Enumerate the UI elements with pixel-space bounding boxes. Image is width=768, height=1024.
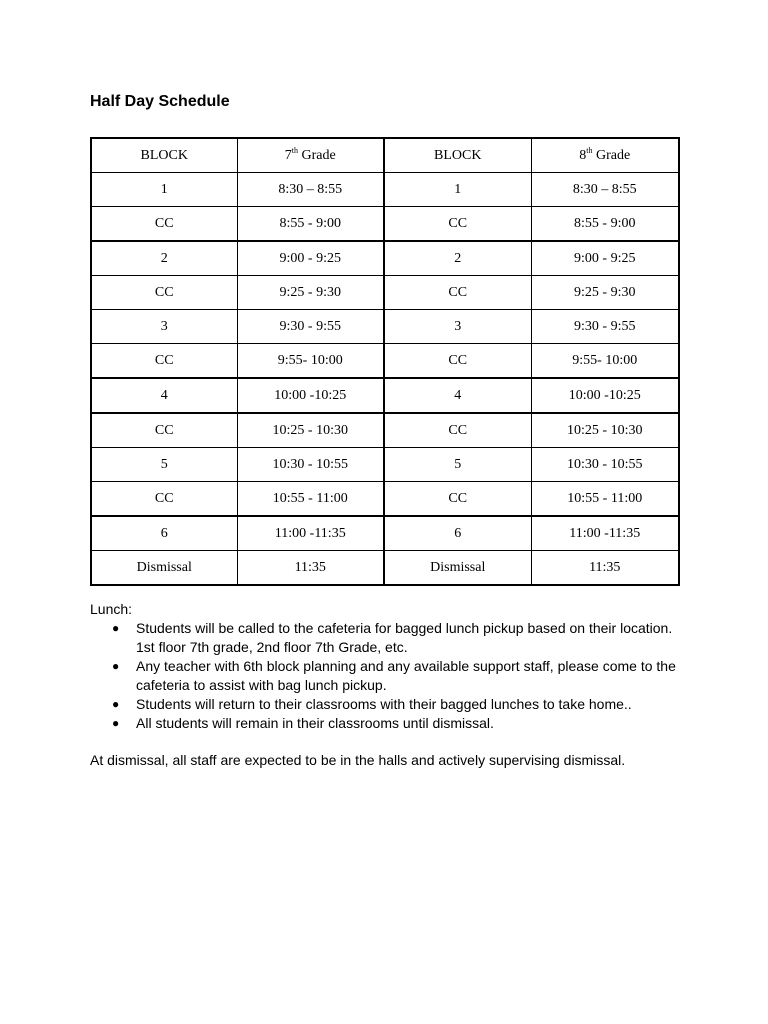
bullet-icon: ● (112, 659, 120, 673)
header-grade-8-number: 8 (579, 147, 587, 163)
time-7-cell: 10:00 -10:25 (237, 378, 384, 413)
time-8-cell: 10:25 - 10:30 (531, 413, 679, 448)
block-7-cell: 6 (91, 516, 237, 551)
time-7-cell: 10:30 - 10:55 (237, 448, 384, 482)
time-7-cell: 9:30 - 9:55 (237, 310, 384, 344)
bullet-icon: ● (112, 621, 120, 635)
table-row (91, 344, 679, 379)
table-row (91, 241, 679, 276)
lunch-item-text: All students will remain in their classrooms until dismissal. (136, 715, 494, 731)
table-row (91, 551, 679, 586)
list-item (90, 695, 690, 714)
block-8-cell: 4 (384, 378, 531, 413)
header-grade-7-number: 7 (284, 147, 292, 163)
schedule-body (91, 138, 679, 585)
time-7-cell: 11:35 (237, 551, 384, 586)
header-grade-7-ordinal: th (291, 145, 299, 155)
block-8-cell: Dismissal (384, 551, 531, 586)
list-item (90, 714, 690, 733)
lunch-item-text: Students will return to their classrooms with their bagged lunches to take home.. (136, 696, 632, 712)
table-row (91, 173, 679, 207)
time-8-cell: 8:55 - 9:00 (531, 207, 679, 242)
table-row (91, 276, 679, 310)
time-7-cell: 9:55- 10:00 (237, 344, 384, 379)
block-7-cell: 4 (91, 378, 237, 413)
block-7-cell: CC (91, 207, 237, 242)
header-block-8: BLOCK (384, 138, 531, 173)
block-8-cell: CC (384, 276, 531, 310)
block-7-cell: CC (91, 344, 237, 379)
time-8-cell: 10:30 - 10:55 (531, 448, 679, 482)
lunch-item-text: Students will be called to the cafeteria for bagged lunch pickup based on their location. 1st floor 7th grade, 2nd floor 7th Grade, etc. (136, 620, 673, 655)
list-item (90, 619, 690, 657)
table-row (91, 378, 679, 413)
header-block-7: BLOCK (91, 138, 237, 173)
time-7-cell: 8:30 – 8:55 (237, 173, 384, 207)
schedule-table (90, 137, 680, 586)
notes-section (90, 600, 690, 770)
time-7-cell: 11:00 -11:35 (237, 516, 384, 551)
time-7-cell: 10:55 - 11:00 (237, 482, 384, 517)
block-7-cell: 2 (91, 241, 237, 276)
time-8-cell: 8:30 – 8:55 (531, 173, 679, 207)
header-grade-8-ordinal: th (586, 145, 593, 155)
lunch-item-text: Any teacher with 6th block planning and any available support staff, please come to the cafeteria to assist with bag lunch pickup. (136, 658, 676, 693)
header-grade-7-label: Grade (301, 147, 336, 163)
block-8-cell: 1 (384, 173, 531, 207)
time-8-cell: 10:55 - 11:00 (531, 482, 679, 517)
table-row (91, 448, 679, 482)
bullet-icon: ● (112, 697, 120, 711)
block-7-cell: CC (91, 413, 237, 448)
block-8-cell: 5 (384, 448, 531, 482)
header-grade-8-label: Grade (596, 147, 631, 163)
time-7-cell: 10:25 - 10:30 (237, 413, 384, 448)
time-8-cell: 9:25 - 9:30 (531, 276, 679, 310)
header-grade-7 (237, 138, 384, 173)
table-header-row (91, 138, 679, 173)
block-8-cell: CC (384, 413, 531, 448)
block-7-cell: 3 (91, 310, 237, 344)
block-7-cell: 5 (91, 448, 237, 482)
time-8-cell: 9:30 - 9:55 (531, 310, 679, 344)
time-7-cell: 9:00 - 9:25 (237, 241, 384, 276)
time-8-cell: 10:00 -10:25 (531, 378, 679, 413)
time-8-cell: 11:35 (531, 551, 679, 586)
table-row (91, 516, 679, 551)
block-8-cell: 3 (384, 310, 531, 344)
bullet-icon: ● (112, 716, 120, 730)
block-8-cell: CC (384, 207, 531, 242)
time-8-cell: 11:00 -11:35 (531, 516, 679, 551)
time-8-cell: 9:00 - 9:25 (531, 241, 679, 276)
block-7-cell: Dismissal (91, 551, 237, 586)
page-title: Half Day Schedule (90, 93, 230, 110)
time-7-cell: 8:55 - 9:00 (237, 207, 384, 242)
list-item (90, 657, 690, 695)
block-7-cell: CC (91, 276, 237, 310)
lunch-list (90, 619, 690, 733)
block-7-cell: 1 (91, 173, 237, 207)
table-row (91, 413, 679, 448)
table-row (91, 310, 679, 344)
table-row (91, 207, 679, 242)
header-grade-8 (531, 138, 679, 173)
time-8-cell: 9:55- 10:00 (531, 344, 679, 379)
block-8-cell: 2 (384, 241, 531, 276)
block-7-cell: CC (91, 482, 237, 517)
block-8-cell: 6 (384, 516, 531, 551)
table-row (91, 482, 679, 517)
block-8-cell: CC (384, 482, 531, 517)
time-7-cell: 9:25 - 9:30 (237, 276, 384, 310)
dismissal-note: At dismissal, all staff are expected to be in the halls and actively supervising dismissal. (90, 752, 626, 768)
lunch-label: Lunch: (90, 601, 133, 617)
block-8-cell: CC (384, 344, 531, 379)
